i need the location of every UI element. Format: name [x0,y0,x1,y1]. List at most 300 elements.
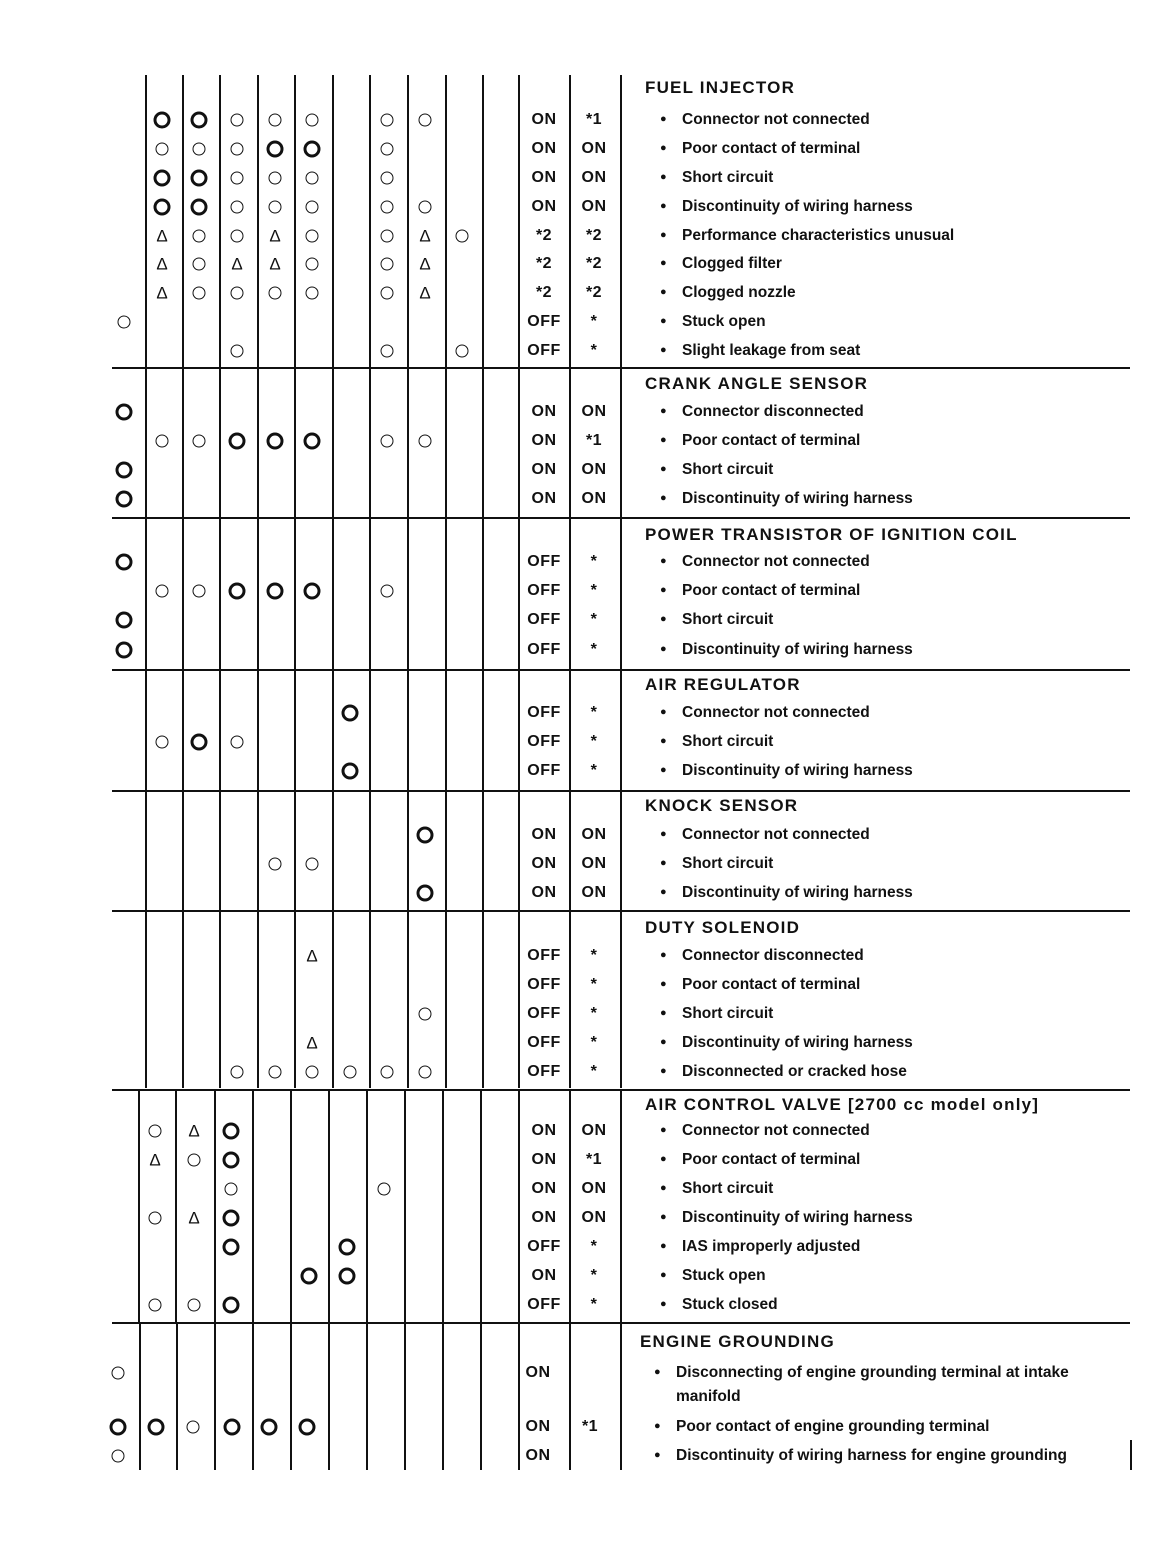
circle-icon [306,172,319,185]
symptom-item [660,1122,870,1140]
column-rule [480,1090,482,1322]
section-title: AIR CONTROL VALVE [2700 cc model only] [645,1095,1040,1114]
bullet-icon: ● [660,200,667,212]
check-state-cell: ON [581,1209,607,1226]
circle-icon [419,201,432,214]
bullet-icon: ● [660,555,667,567]
monitor-state-cell: OFF [527,704,561,721]
bold-circle-icon [223,1152,240,1169]
column-rule [569,1324,571,1470]
bullet-icon: ● [660,706,667,718]
triangle-icon: Δ [419,283,431,303]
symptom-item [660,884,913,902]
circle-icon [378,1183,391,1196]
column-rule [518,1324,520,1470]
symptom-item [660,1267,766,1285]
symptom-item [660,140,860,158]
monitor-state-cell: OFF [527,976,561,993]
symptom-text: Poor contact of terminal [682,432,861,449]
column-rule [445,75,447,1088]
check-state-cell: ON [581,198,607,215]
circle-icon [456,230,469,243]
column-rule [294,75,296,1088]
circle-icon [419,114,432,127]
triangle-icon: Δ [306,946,318,966]
symptom-item [660,432,860,450]
bold-circle-icon [342,763,359,780]
circle-icon [381,1066,394,1079]
bullet-icon: ● [660,857,667,869]
circle-icon [156,736,169,749]
bold-circle-icon [110,1419,127,1436]
symptom-text: Short circuit [682,733,774,750]
column-rule [442,1090,444,1322]
column-rule [176,1324,178,1470]
bold-circle-icon [304,433,321,450]
symptom-item [660,1238,860,1256]
circle-icon [231,287,244,300]
symptom-text: IAS improperly adjusted [682,1238,861,1255]
bullet-icon: ● [660,764,667,776]
section-title: FUEL INJECTOR [645,78,796,97]
bold-circle-icon [116,462,133,479]
bold-circle-icon [304,141,321,158]
circle-icon [381,258,394,271]
circle-icon [193,258,206,271]
symptom-text: Poor contact of terminal [682,140,861,157]
monitor-state-cell: ON [531,403,557,420]
circle-icon [306,287,319,300]
column-rule [518,1090,520,1322]
section-title: CRANK ANGLE SENSOR [645,374,869,393]
symptom-text: Stuck open [682,313,766,330]
column-rule [482,75,484,1088]
symptom-item [660,1151,860,1169]
column-rule [1130,1440,1132,1470]
column-rule [620,75,622,1088]
symptom-text: Connector disconnected [682,403,864,420]
bold-circle-icon [223,1239,240,1256]
symptom-item [660,1209,913,1227]
check-state-cell: *1 [585,1151,603,1168]
column-rule [369,75,371,1088]
symptom-item [660,641,913,659]
symptom-text: Poor contact of terminal [682,976,861,993]
monitor-state-cell: OFF [527,1063,561,1080]
circle-icon [381,172,394,185]
symptom-item [660,255,782,273]
symptom-text: Connector not connected [682,1122,870,1139]
circle-icon [269,858,282,871]
check-state-cell: * [590,1267,598,1284]
bullet-icon: ● [660,1269,667,1281]
symptom-item [660,582,860,600]
column-rule [620,1090,622,1322]
bullet-icon: ● [660,1036,667,1048]
check-state-cell: ON [581,884,607,901]
circle-icon [156,435,169,448]
monitor-state-cell: ON [531,140,557,157]
circle-icon [419,1066,432,1079]
triangle-icon: Δ [419,226,431,246]
bullet-icon: ● [660,584,667,596]
symptom-text: Short circuit [682,169,774,186]
symptom-text: Clogged filter [682,255,782,272]
column-rule [569,1090,571,1322]
circle-icon [188,1154,201,1167]
symptom-item [660,198,913,216]
symptom-item [660,1034,913,1052]
monitor-state-cell: *2 [535,284,553,301]
symptom-item [660,1005,773,1023]
bold-circle-icon [116,554,133,571]
symptom-item [660,313,766,331]
column-rule [404,1090,406,1322]
symptom-text: Performance characteristics unusual [682,227,955,244]
monitor-state-cell: OFF [527,733,561,750]
circle-icon [381,585,394,598]
circle-icon [156,143,169,156]
check-state-cell: * [590,704,598,721]
bullet-icon: ● [660,142,667,154]
symptom-text: Poor contact of terminal [682,1151,861,1168]
triangle-icon: Δ [306,1033,318,1053]
triangle-icon: Δ [269,226,281,246]
bold-circle-icon [224,1419,241,1436]
bold-circle-icon [417,827,434,844]
column-rule [252,1090,254,1322]
section-divider [112,367,1130,369]
circle-icon [381,345,394,358]
symptom-text: Short circuit [682,1005,774,1022]
bold-circle-icon [301,1268,318,1285]
circle-icon [344,1066,357,1079]
section-divider [112,790,1130,792]
section-divider [112,1089,1130,1091]
check-state-cell: *2 [585,284,603,301]
symptom-text: Clogged nozzle [682,284,796,301]
circle-icon [193,287,206,300]
circle-icon [269,287,282,300]
symptom-text: Discontinuity of wiring harness [682,1209,913,1226]
column-rule [404,1324,406,1470]
bold-circle-icon [223,1297,240,1314]
symptom-text: Short circuit [682,855,774,872]
bold-circle-icon [304,583,321,600]
circle-icon [381,201,394,214]
bullet-icon: ● [660,463,667,475]
column-rule [328,1090,330,1322]
monitor-state-cell: ON [525,1447,551,1464]
column-rule [290,1324,292,1470]
bold-circle-icon [342,705,359,722]
monitor-state-cell: ON [531,1122,557,1139]
symptom-text: Connector disconnected [682,947,864,964]
monitor-state-cell: ON [531,1180,557,1197]
circle-icon [156,585,169,598]
circle-icon [306,114,319,127]
check-state-cell: * [590,313,598,330]
monitor-state-cell: ON [531,169,557,186]
symptom-item [660,1180,773,1198]
symptom-text: Connector not connected [682,704,870,721]
check-state-cell: ON [581,169,607,186]
column-rule [366,1324,368,1470]
bold-circle-icon [191,112,208,129]
circle-icon [381,230,394,243]
symptom-text: Stuck open [682,1267,766,1284]
section-divider [112,669,1130,671]
symptom-item [660,826,870,844]
section-divider [112,1322,1130,1324]
column-rule [620,1324,622,1470]
symptom-item [660,227,954,245]
column-rule [480,1324,482,1470]
bold-circle-icon [148,1419,165,1436]
monitor-state-cell: *2 [535,255,553,272]
bullet-icon: ● [660,1298,667,1310]
circle-icon [419,435,432,448]
triangle-icon: Δ [269,254,281,274]
monitor-state-cell: OFF [527,342,561,359]
triangle-icon: Δ [419,254,431,274]
bullet-icon: ● [660,886,667,898]
symptom-text: Discontinuity of wiring harness [682,762,913,779]
section-title: ENGINE GROUNDING [640,1332,835,1351]
column-rule [328,1324,330,1470]
circle-icon [193,585,206,598]
bold-circle-icon [417,885,434,902]
bold-circle-icon [299,1419,316,1436]
symptom-item [660,461,773,479]
triangle-icon: Δ [156,226,168,246]
monitor-state-cell: OFF [527,553,561,570]
monitor-state-cell: ON [531,1151,557,1168]
bullet-icon: ● [660,171,667,183]
section-title: POWER TRANSISTOR OF IGNITION COIL [645,525,1018,544]
symptom-item [660,342,860,360]
check-state-cell: * [590,611,598,628]
bold-circle-icon [116,404,133,421]
triangle-icon: Δ [188,1208,200,1228]
check-state-cell: * [590,553,598,570]
symptom-text: Short circuit [682,1180,774,1197]
circle-icon [149,1212,162,1225]
symptom-text: Disconnected or cracked hose [682,1063,907,1080]
circle-icon [231,345,244,358]
circle-icon [269,1066,282,1079]
check-state-cell: * [590,342,598,359]
check-state-cell: *2 [585,227,603,244]
symptom-item [660,976,860,994]
column-rule [407,75,409,1088]
bold-circle-icon [116,491,133,508]
check-state-cell: ON [581,855,607,872]
circle-icon [419,1008,432,1021]
monitor-state-cell: ON [531,461,557,478]
symptom-item [654,1364,1069,1382]
circle-icon [193,143,206,156]
circle-icon [306,258,319,271]
bullet-icon: ● [660,949,667,961]
check-state-cell: * [590,976,598,993]
check-state-cell: ON [581,403,607,420]
circle-icon [149,1125,162,1138]
monitor-state-cell: OFF [527,762,561,779]
circle-icon [306,858,319,871]
bold-circle-icon [267,433,284,450]
column-rule [219,75,221,1088]
symptom-text: Slight leakage from seat [682,342,861,359]
monitor-state-cell: ON [531,198,557,215]
bold-circle-icon [154,199,171,216]
monitor-state-cell: *2 [535,227,553,244]
circle-icon [231,114,244,127]
monitor-state-cell: OFF [527,947,561,964]
circle-icon [231,201,244,214]
symptom-text: Stuck closed [682,1296,778,1313]
bullet-icon: ● [660,643,667,655]
monitor-state-cell: ON [531,490,557,507]
symptom-text: Connector not connected [682,826,870,843]
bullet-icon: ● [660,229,667,241]
circle-icon [118,316,131,329]
circle-icon [112,1450,125,1463]
bullet-icon: ● [660,735,667,747]
circle-icon [381,435,394,448]
bullet-icon: ● [660,434,667,446]
bullet-icon: ● [660,492,667,504]
circle-icon [188,1299,201,1312]
bullet-icon: ● [660,315,667,327]
circle-icon [381,114,394,127]
column-rule [332,75,334,1088]
bold-circle-icon [339,1239,356,1256]
symptom-text: Discontinuity of wiring harness [682,198,913,215]
monitor-state-cell: OFF [527,1005,561,1022]
circle-icon [231,736,244,749]
circle-icon [269,114,282,127]
monitor-state-cell: OFF [527,582,561,599]
symptom-item [660,1296,778,1314]
bullet-icon: ● [660,1124,667,1136]
monitor-state-cell: OFF [527,1034,561,1051]
circle-icon [225,1183,238,1196]
symptom-text: Discontinuity of wiring harness [682,1034,913,1051]
circle-icon [193,435,206,448]
symptom-text: Discontinuity of wiring harness [682,641,913,658]
symptom-text: Disconnecting of engine grounding terminal at intake [676,1364,1069,1381]
column-rule [214,1324,216,1470]
bullet-icon: ● [660,978,667,990]
circle-icon [231,172,244,185]
column-rule [257,75,259,1088]
monitor-state-cell: OFF [527,313,561,330]
symptom-text: Discontinuity of wiring harness for engine grounding [676,1447,1067,1464]
bold-circle-icon [229,583,246,600]
triangle-icon: Δ [149,1150,161,1170]
symptom-item [654,1447,1067,1465]
symptom-item [660,284,796,302]
check-state-cell: ON [581,490,607,507]
bold-circle-icon [229,433,246,450]
bullet-icon: ● [654,1449,661,1461]
column-rule [442,1324,444,1470]
symptom-item [654,1418,989,1436]
bold-circle-icon [116,612,133,629]
bold-circle-icon [223,1210,240,1227]
circle-icon [231,230,244,243]
column-rule [518,75,520,1088]
check-state-cell: *1 [585,111,603,128]
monitor-state-cell: OFF [527,1296,561,1313]
bullet-icon: ● [660,344,667,356]
symptom-item [660,490,913,508]
check-state-cell: * [590,1238,598,1255]
circle-icon [381,143,394,156]
symptom-text: Short circuit [682,461,774,478]
bullet-icon: ● [660,1065,667,1077]
symptom-text: Connector not connected [682,111,870,128]
symptom-item [660,855,773,873]
circle-icon [112,1367,125,1380]
symptom-item [660,704,870,722]
monitor-state-cell: ON [525,1418,551,1435]
column-rule [145,75,147,1088]
monitor-state-cell: ON [531,1267,557,1284]
section-divider [112,910,1130,912]
circle-icon [231,1066,244,1079]
circle-icon [456,345,469,358]
monitor-state-cell: ON [531,1209,557,1226]
symptom-text: Short circuit [682,611,774,628]
bullet-icon: ● [660,1182,667,1194]
symptom-text-continued: manifold [676,1388,741,1405]
triangle-icon: Δ [231,254,243,274]
monitor-state-cell: ON [525,1364,551,1381]
bold-circle-icon [191,199,208,216]
monitor-state-cell: OFF [527,641,561,658]
circle-icon [231,143,244,156]
section-title: DUTY SOLENOID [645,918,801,937]
circle-icon [149,1299,162,1312]
monitor-state-cell: OFF [527,1238,561,1255]
symptom-text: Discontinuity of wiring harness [682,490,913,507]
bullet-icon: ● [660,1240,667,1252]
triangle-icon: Δ [156,254,168,274]
column-rule [175,1090,177,1322]
triangle-icon: Δ [156,283,168,303]
circle-icon [193,230,206,243]
check-state-cell: * [590,947,598,964]
symptom-item [660,403,864,421]
section-divider [112,517,1130,519]
bullet-icon: ● [660,1007,667,1019]
check-state-cell: *2 [585,255,603,272]
circle-icon [306,201,319,214]
circle-icon [269,172,282,185]
bullet-icon: ● [660,113,667,125]
bullet-icon: ● [660,1211,667,1223]
circle-icon [187,1421,200,1434]
circle-icon [381,287,394,300]
column-rule [139,1324,141,1470]
monitor-state-cell: ON [531,826,557,843]
bullet-icon: ● [660,286,667,298]
symptom-item [660,1063,907,1081]
bold-circle-icon [223,1123,240,1140]
symptom-text: Connector not connected [682,553,870,570]
